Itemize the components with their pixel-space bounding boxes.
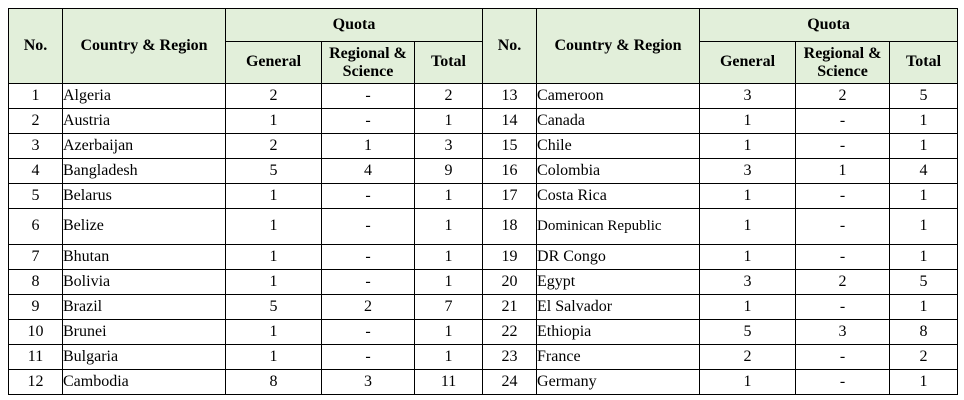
col-header-general: General (226, 42, 322, 84)
table-row (9, 370, 958, 395)
row-number: 17 (483, 184, 537, 209)
col-header-general: General (700, 42, 796, 84)
general-quota: 3 (700, 159, 796, 184)
col-header-no: No. (483, 9, 537, 84)
row-number: 2 (9, 109, 63, 134)
total-quota: 1 (415, 184, 483, 209)
total-quota: 1 (415, 109, 483, 134)
total-quota: 1 (890, 134, 958, 159)
country-name: Germany (537, 370, 700, 395)
country-name: El Salvador (537, 295, 700, 320)
regional-quota: - (322, 245, 415, 270)
country-name: Cameroon (537, 84, 700, 109)
table-row (9, 159, 958, 184)
total-quota: 1 (890, 245, 958, 270)
regional-quota: 2 (796, 270, 890, 295)
row-number: 3 (9, 134, 63, 159)
country-name: Ethiopia (537, 320, 700, 345)
row-number: 1 (9, 84, 63, 109)
country-name: Belize (63, 209, 226, 245)
total-quota: 2 (890, 345, 958, 370)
general-quota: 1 (700, 209, 796, 245)
row-number: 6 (9, 209, 63, 245)
total-quota: 7 (415, 295, 483, 320)
regional-quota: - (796, 370, 890, 395)
total-quota: 5 (890, 270, 958, 295)
table-row (9, 134, 958, 159)
total-quota: 1 (890, 109, 958, 134)
table-row (9, 295, 958, 320)
table-row (9, 270, 958, 295)
col-header-no: No. (9, 9, 63, 84)
col-header-quota: Quota (226, 9, 483, 42)
regional-quota: - (322, 320, 415, 345)
table-row (9, 345, 958, 370)
total-quota: 1 (415, 320, 483, 345)
row-number: 20 (483, 270, 537, 295)
country-name: Bangladesh (63, 159, 226, 184)
table-row (9, 109, 958, 134)
general-quota: 2 (700, 345, 796, 370)
row-number: 9 (9, 295, 63, 320)
row-number: 13 (483, 84, 537, 109)
total-quota: 1 (415, 345, 483, 370)
country-name: Bolivia (63, 270, 226, 295)
country-name: Chile (537, 134, 700, 159)
general-quota: 1 (226, 184, 322, 209)
col-header-regional: Regional & Science (322, 42, 415, 84)
general-quota: 1 (226, 209, 322, 245)
row-number: 12 (9, 370, 63, 395)
general-quota: 1 (226, 245, 322, 270)
total-quota: 8 (890, 320, 958, 345)
row-number: 19 (483, 245, 537, 270)
regional-quota: - (796, 134, 890, 159)
country-name: Azerbaijan (63, 134, 226, 159)
total-quota: 4 (890, 159, 958, 184)
table-row (9, 320, 958, 345)
general-quota: 1 (700, 134, 796, 159)
total-quota: 3 (415, 134, 483, 159)
table-row (9, 209, 958, 245)
country-name: Cambodia (63, 370, 226, 395)
general-quota: 1 (700, 109, 796, 134)
general-quota: 1 (226, 270, 322, 295)
country-name: Brunei (63, 320, 226, 345)
col-header-country: Country & Region (63, 9, 226, 84)
total-quota: 9 (415, 159, 483, 184)
regional-quota: 3 (322, 370, 415, 395)
col-header-regional: Regional & Science (796, 42, 890, 84)
general-quota: 8 (226, 370, 322, 395)
general-quota: 2 (226, 134, 322, 159)
general-quota: 1 (700, 184, 796, 209)
total-quota: 1 (890, 295, 958, 320)
regional-quota: 4 (322, 159, 415, 184)
total-quota: 11 (415, 370, 483, 395)
col-header-total: Total (890, 42, 958, 84)
regional-quota: - (322, 184, 415, 209)
regional-quota: 2 (796, 84, 890, 109)
total-quota: 5 (890, 84, 958, 109)
country-name: Bulgaria (63, 345, 226, 370)
general-quota: 1 (226, 320, 322, 345)
regional-quota: - (796, 109, 890, 134)
quota-table (8, 8, 958, 395)
regional-quota: 1 (796, 159, 890, 184)
regional-quota: 3 (796, 320, 890, 345)
regional-quota: 1 (322, 134, 415, 159)
row-number: 4 (9, 159, 63, 184)
row-number: 24 (483, 370, 537, 395)
country-name: France (537, 345, 700, 370)
country-name: Colombia (537, 159, 700, 184)
general-quota: 5 (700, 320, 796, 345)
total-quota: 1 (415, 209, 483, 245)
regional-quota: - (322, 270, 415, 295)
general-quota: 3 (700, 270, 796, 295)
col-header-total: Total (415, 42, 483, 84)
general-quota: 1 (700, 245, 796, 270)
regional-quota: - (322, 345, 415, 370)
general-quota: 1 (226, 109, 322, 134)
row-number: 8 (9, 270, 63, 295)
row-number: 22 (483, 320, 537, 345)
total-quota: 1 (890, 209, 958, 245)
country-name: Canada (537, 109, 700, 134)
country-name: Brazil (63, 295, 226, 320)
general-quota: 3 (700, 84, 796, 109)
col-header-quota: Quota (700, 9, 958, 42)
country-name: Belarus (63, 184, 226, 209)
regional-quota: - (322, 209, 415, 245)
regional-quota: - (796, 295, 890, 320)
total-quota: 1 (415, 270, 483, 295)
row-number: 15 (483, 134, 537, 159)
country-name: Algeria (63, 84, 226, 109)
country-name: Bhutan (63, 245, 226, 270)
header-row (9, 9, 958, 42)
table-row (9, 184, 958, 209)
regional-quota: - (322, 84, 415, 109)
row-number: 11 (9, 345, 63, 370)
country-name: Costa Rica (537, 184, 700, 209)
row-number: 16 (483, 159, 537, 184)
total-quota: 1 (890, 184, 958, 209)
row-number: 5 (9, 184, 63, 209)
row-number: 21 (483, 295, 537, 320)
row-number: 18 (483, 209, 537, 245)
general-quota: 5 (226, 159, 322, 184)
country-name: Egypt (537, 270, 700, 295)
general-quota: 2 (226, 84, 322, 109)
regional-quota: 2 (322, 295, 415, 320)
row-number: 23 (483, 345, 537, 370)
table-header (9, 9, 958, 84)
country-name: Austria (63, 109, 226, 134)
col-header-country: Country & Region (537, 9, 700, 84)
general-quota: 1 (700, 370, 796, 395)
row-number: 7 (9, 245, 63, 270)
total-quota: 1 (890, 370, 958, 395)
country-name: DR Congo (537, 245, 700, 270)
regional-quota: - (796, 245, 890, 270)
general-quota: 1 (226, 345, 322, 370)
general-quota: 1 (700, 295, 796, 320)
table-row (9, 245, 958, 270)
regional-quota: - (796, 209, 890, 245)
general-quota: 5 (226, 295, 322, 320)
row-number: 10 (9, 320, 63, 345)
row-number: 14 (483, 109, 537, 134)
total-quota: 2 (415, 84, 483, 109)
country-name: Dominican Republic (537, 209, 700, 245)
regional-quota: - (796, 184, 890, 209)
table-body (9, 84, 958, 395)
regional-quota: - (322, 109, 415, 134)
regional-quota: - (796, 345, 890, 370)
total-quota: 1 (415, 245, 483, 270)
table-row (9, 84, 958, 109)
